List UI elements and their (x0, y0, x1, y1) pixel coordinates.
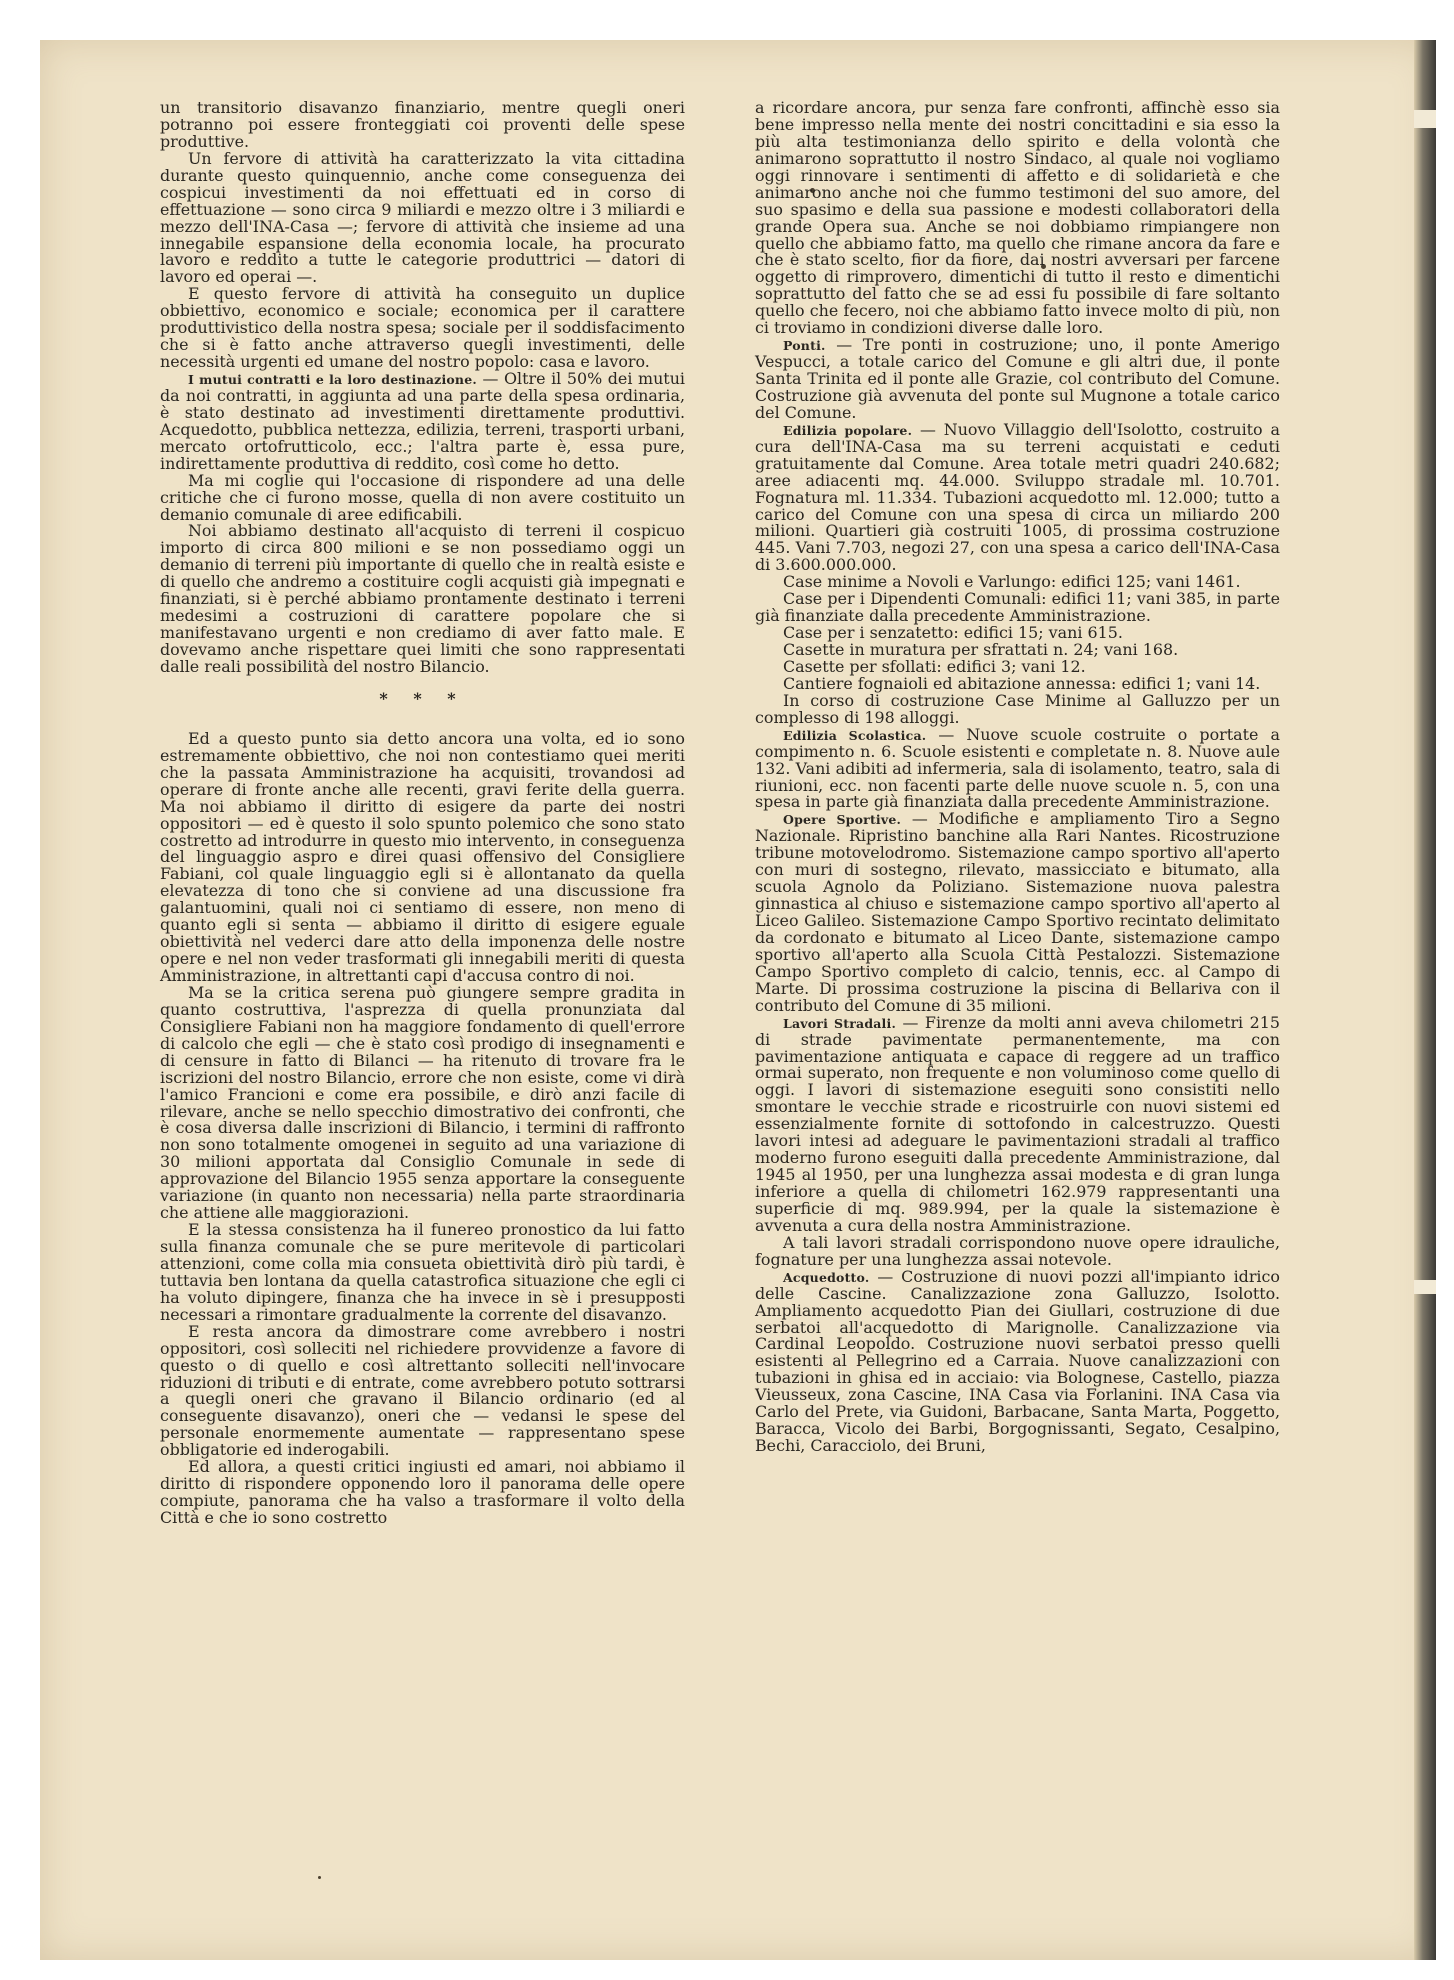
section-text: — Costruzione di nuovi pozzi all'impianto idrico delle Cascine. Canalizzazione zona Galluzzo, Isolotto. Ampliamento acquedotto Pian dei Giullari, costruzione di due serbatoi all'acquedotto di Marignolle. Canalizzazione via Cardinal Leopoldo. Costruzione nuovi serbatoi presso quelli esistenti al Pellegrino ed a Carraia. Nuove canalizzazioni con tubazioni in ghisa ed in acciaio: via Bolognese, Castello, piazza Vieusseux, zona Cascine, INA Casa via Forlanini. INA Casa via Carlo del Prete, via Guidoni, Barbacane, Santa Marta, Poggetto, Baracca, Vicolo dei Barbi, Borgognissanti, Segato, Cesalpino, Bechi, Caracciolo, dei Bruni, (755, 1266, 1280, 1456)
left-column (160, 100, 685, 1527)
paragraph: Case per i senzatetto: edifici 15; vani 615. (783, 623, 1123, 643)
paragraph-acquedotto (755, 1266, 1280, 1456)
right-column (755, 100, 1280, 1455)
section-separator: * * * (379, 688, 466, 708)
paragraph: Ed allora, a questi critici ingiusti ed amari, noi abbiamo il diritto di rispondere opponendo loro il panorama delle opere compiute, panorama che ha valso a trasformare il volto della Città e che io sono costretto (160, 1457, 685, 1528)
section-lead-sportive: Opere Sportive. (783, 812, 902, 828)
page-edge-shadow (1414, 40, 1436, 1960)
paragraph: E questo fervore di attività ha conseguito un duplice obbiettivo, economico e sociale; economica per il carattere produttivistico della nostra spesa; sociale per il soddisfacimento che si è fatto anche attraverso quegli investimenti, delle necessità urgenti ed umane del nostro popolo: casa e lavoro. (160, 284, 685, 372)
paragraph-mutui (160, 371, 685, 473)
paragraph: A tali lavori stradali corrispondono nuove opere idrauliche, fognature per una lunghezza assai notevole. (755, 1232, 1280, 1269)
paragraph: Ma mi coglie qui l'occasione di rispondere ad una delle critiche che ci furono mosse, quella di non avere costituito un demanio comunale di aree edificabili. (160, 470, 685, 524)
section-lead-mutui: I mutui contratti e la loro destinazione. (188, 372, 477, 387)
section-text: — Nuove scuole costruite o portate a compimento n. 6. Scuole esistenti e completate n. 8. Nuove aule 132. Vani adibiti ad infermeria, sala di isolamento, teatro, sala di riunioni, ecc. non facenti parte delle nuove scuole n. 5, con una spesa in parte già finanziata dalla precedente Amministrazione. (755, 724, 1280, 812)
paragraph: un transitorio disavanzo finanziario, mentre quegli oneri potranno poi essere fronteggiati coi proventi delle spese produttive. (160, 98, 685, 151)
paragraph: Un fervore di attività ha caratterizzato la vita cittadina durante questo quinquennio, anche come conseguenza dei cospicui investimenti da noi effettuati ed in corso di effettuazione — sono circa 9 miliardi e mezzo oltre i 3 miliardi e mezzo dell'INA-Casa —; fervore di attività che insieme ad una innegabile espansione della economia locale, ha procurato lavoro e reddito a tutte le categorie produttrici — datori di lavoro ed operai —. (160, 148, 685, 287)
paragraph: Ma se la critica serena può giungere sempre gradita in quanto costruttiva, l'asprezza di quella pronunziata dal Consigliere Fabiani non ha maggiore fondamento di quell'errore di calcolo che egli — che è stato così prodigo di insegnamenti e di censure in fatto di Bilanci — ha ritenuto di trovare fra le iscrizioni del nostro Bilancio, errore che non esiste, come vi dirà l'amico Francioni e come era possibile, e dirò anzi facile di rilevare, anche se nello specchio dimostrativo dei confronti, che è cosa diversa dalle inscrizioni di Bilancio, i termini di raffronto non sono totalmente omogenei in seguito ad una variazione di 30 milioni apportata dal Consiglio Comunale in sede di approvazione del Bilancio 1955 senza apportare la conseguente variazione (in quanto non necessaria) nella parte straordinaria che attiene alle maggiorazioni. (160, 982, 685, 1223)
paragraph: Case minime a Novoli e Varlungo: edifici 125; vani 1461. (783, 572, 1241, 592)
paper-speck (318, 1876, 321, 1879)
paragraph: Casette per sfollati: edifici 3; vani 12. (783, 656, 1086, 676)
paragraph-stradali (755, 1012, 1280, 1235)
paragraph: E la stessa consistenza ha il funereo pronostico da lui fatto sulla finanza comunale che se pure meritevole di particolari attenzioni, come colla mia consueta obiettività dirò più tardi, è tuttavia ben lontana da quella catastrofica situazione che egli ci ha voluto dipingere, finanza che ha invece in sè i presupposti necessari a rimontare gradualmente la corrente del disavanzo. (160, 1220, 685, 1324)
section-lead-edilizia: Edilizia popolare. (783, 422, 913, 438)
section-lead-ponti: Ponti. (783, 338, 826, 354)
paragraph-sportive (755, 811, 1280, 1014)
section-text: — Oltre il 50% dei mutui da noi contratti, in aggiunta ad una parte della spesa ordinaria, è stato destinato ad investimenti direttamente produttivi. Acquedotto, pubblica nettezza, edilizia, terreni, trasporti urbani, mercato ortofrutticolo, ecc.; l'altra parte è, essa pure, indirettamente produttiva di reddito, così come ho detto. (160, 369, 686, 473)
section-text: — Firenze da molti anni aveva chilometri 215 di strade pavimentate permanentemente, ma con pavimentazione antiquata e capace di reggere ad un traffico ormai superato, non frequente e non voluminoso come quello di oggi. I lavori di sistemazione eseguiti sono consistiti nello smontare le vecchie strade e ricostruirle con nuovi sistemi ed essenzialmente fornite di sottofondo in calcestruzzo. Questi lavori intesi ad adeguare le pavimentazioni stradali al traffico moderno furono eseguiti dalla precedente Amministrazione, dal 1945 al 1950, per una lunghezza assai modesta e di gran lunga inferiore a quella di chilometri 162.979 rappresentanti una superficie di mq. 989.994, per la quale la sistemazione è avvenuta a cura della nostra Amministrazione. (755, 1012, 1280, 1235)
paragraph: In corso di costruzione Case Minime al Galluzzo per un complesso di 198 alloggi. (755, 690, 1280, 727)
paragraph-ponti (755, 337, 1280, 422)
paragraph: Cantiere fognaioli ed abitazione annessa: edifici 1; vani 14. (783, 673, 1261, 693)
paragraph: Noi abbiamo destinato all'acquisto di terreni il cospicuo importo di circa 800 milioni e se non possediamo oggi un demanio di terreni più importante di quello che in realtà esiste e di quello che andremo a costituire cogli acquisti già impegnati e finanziati, si è perché abbiamo prontamente destinato i terreni medesimi a costruzioni di carattere popolare che si manifestavano urgenti e non crediamo di aver fatto male. E dovevamo anche rispettare quei limiti che sono rappresentati dalle reali possibilità del nostro Bilancio. (160, 521, 685, 676)
paragraph: Casette in muratura per sfrattati n. 24; vani 168. (783, 640, 1179, 659)
section-lead-scolastica: Edilizia Scolastica. (783, 727, 927, 743)
section-lead-stradali: Lavori Stradali. (783, 1015, 897, 1031)
paragraph: a ricordare ancora, pur senza fare confronti, affinchè esso sia bene impresso nella mente dei nostri concittadini e sia esso la più alta testimonianza dello spirito e della volontà che animarono soprattutto il nostro Sindaco, al quale noi vogliamo oggi rinnovare i sentimenti di affetto e di solidarietà e che animarono anche noi che fummo testimoni del suo amore, del suo spasimo e della sua passione e modesti collaboratori della grande Opera sua. Anche se noi dobbiamo rimpiangere non quello che abbiamo fatto, ma quello che rimane ancora da fare e che è stato scelto, fior da fiore, dai nostri avversari per farcene oggetto di rimprovero, dimentichi di tutto il resto e dimentichi soprattutto del fatto che se ad essi fu possibile di fare soltanto quello che fecero, noi che abbiamo fatto invece molto di più, non ci troviamo in condizioni diverse dalle loro. (755, 98, 1280, 338)
paragraph: Case per i Dipendenti Comunali: edifici 11; vani 385, in parte già finanziate dalla precedente Amministrazione. (755, 589, 1280, 626)
section-text: — Nuovo Villaggio dell'Isolotto, costruito a cura dell'INA-Casa ma su terreni acquistati e ceduti gratuitamente dal Comune. Area totale metri quadri 240.682; aree adiacenti mq. 44.000. Sviluppo stradale ml. 10.701. Fognatura ml. 11.334. Tubazioni acquedotto ml. 12.000; tutto a carico del Comune con una spesa di circa un miliardo 200 milioni. Quartieri già costruiti 1005, di prossima costruzione 445. Vani 7.703, negozi 27, con una spesa a carico dell'INA-Casa di 3.600.000.000. (755, 419, 1280, 575)
paragraph-edilizia (755, 419, 1280, 575)
paragraph-scolastica (755, 724, 1280, 812)
paragraph: E resta ancora da dimostrare come avrebbero i nostri oppositori, così solleciti nel richiedere provvidenze a favore di questo o di quello e così altrettanto solleciti nell'invocare riduzioni di tributi e di entrate, come avrebbero potuto sottrarsi a quegli oneri che gravano il Bilancio ordinario (ed al conseguente disavanzo), oneri che — vedansi le spese del personale enormemente aumentate — rappresentano spese obbligatorie ed inderogabili. (160, 1321, 685, 1460)
paragraph: Ed a questo punto sia detto ancora una volta, ed io sono estremamente obbiettivo, che noi non contestiamo quei meriti che la passata Amministrazione ha acquisiti, trovandosi ad operare di fronte anche alle recenti, gravi ferite della guerra. Ma noi abbiamo il diritto di esigere da parte dei nostri oppositori — ed è questo il solo spunto polemico che sono stato costretto ad introdurre in questo mio intervento, in conseguenza del linguaggio aspro e direi quasi offensivo del Consigliere Fabiani, col quale linguaggio egli si è allontanato da quella elevatezza di tono che si conviene ad una discussione fra galantuomini, quali noi ci sentiamo di essere, non meno di quanto egli si senta — abbiamo il diritto di esigere eguale obiettività nel vederci dare atto della imponenza delle nostre opere e nel non veder trasformati gli innegabili meriti di questa Amministrazione, in altrettanti capi d'accusa contro di noi. (160, 728, 685, 986)
section-lead-acquedotto: Acquedotto. (783, 1269, 870, 1285)
section-text: — Modifiche e ampliamento Tiro a Segno Nazionale. Ripristino banchine alla Rari Nantes. Ricostruzione tribune motovelodromo. Sistemazione campo sportivo all'aperto con muri di sostegno, rilevato, massicciato e bitumato, alla scuola Agnolo da Poliziano. Sistemazione nuova palestra ginnastica al chiuso e sistemazione campo sportivo all'aperto al Liceo Galileo. Sistemazione Campo Sportivo recintato delimitato da cordonato e bitumato al Liceo Dante, sistemazione campo sportivo all'aperto alla Scuola Città Pestalozzi. Sistemazione Campo Sportivo completo di calcio, tennis, ecc. al Campo di Marte. Di prossima costruzione la piscina di Bellariva con il contributo del Comune di 35 milioni. (755, 809, 1280, 1015)
section-text: — Tre ponti in costruzione; uno, il ponte Amerigo Vespucci, a totale carico del Comune e gli altri due, il ponte Santa Trinita ed il ponte alle Grazie, col contributo del Comune. Costruzione già avvenuta del ponte sul Mugnone a totale carico del Comune. (755, 335, 1280, 422)
